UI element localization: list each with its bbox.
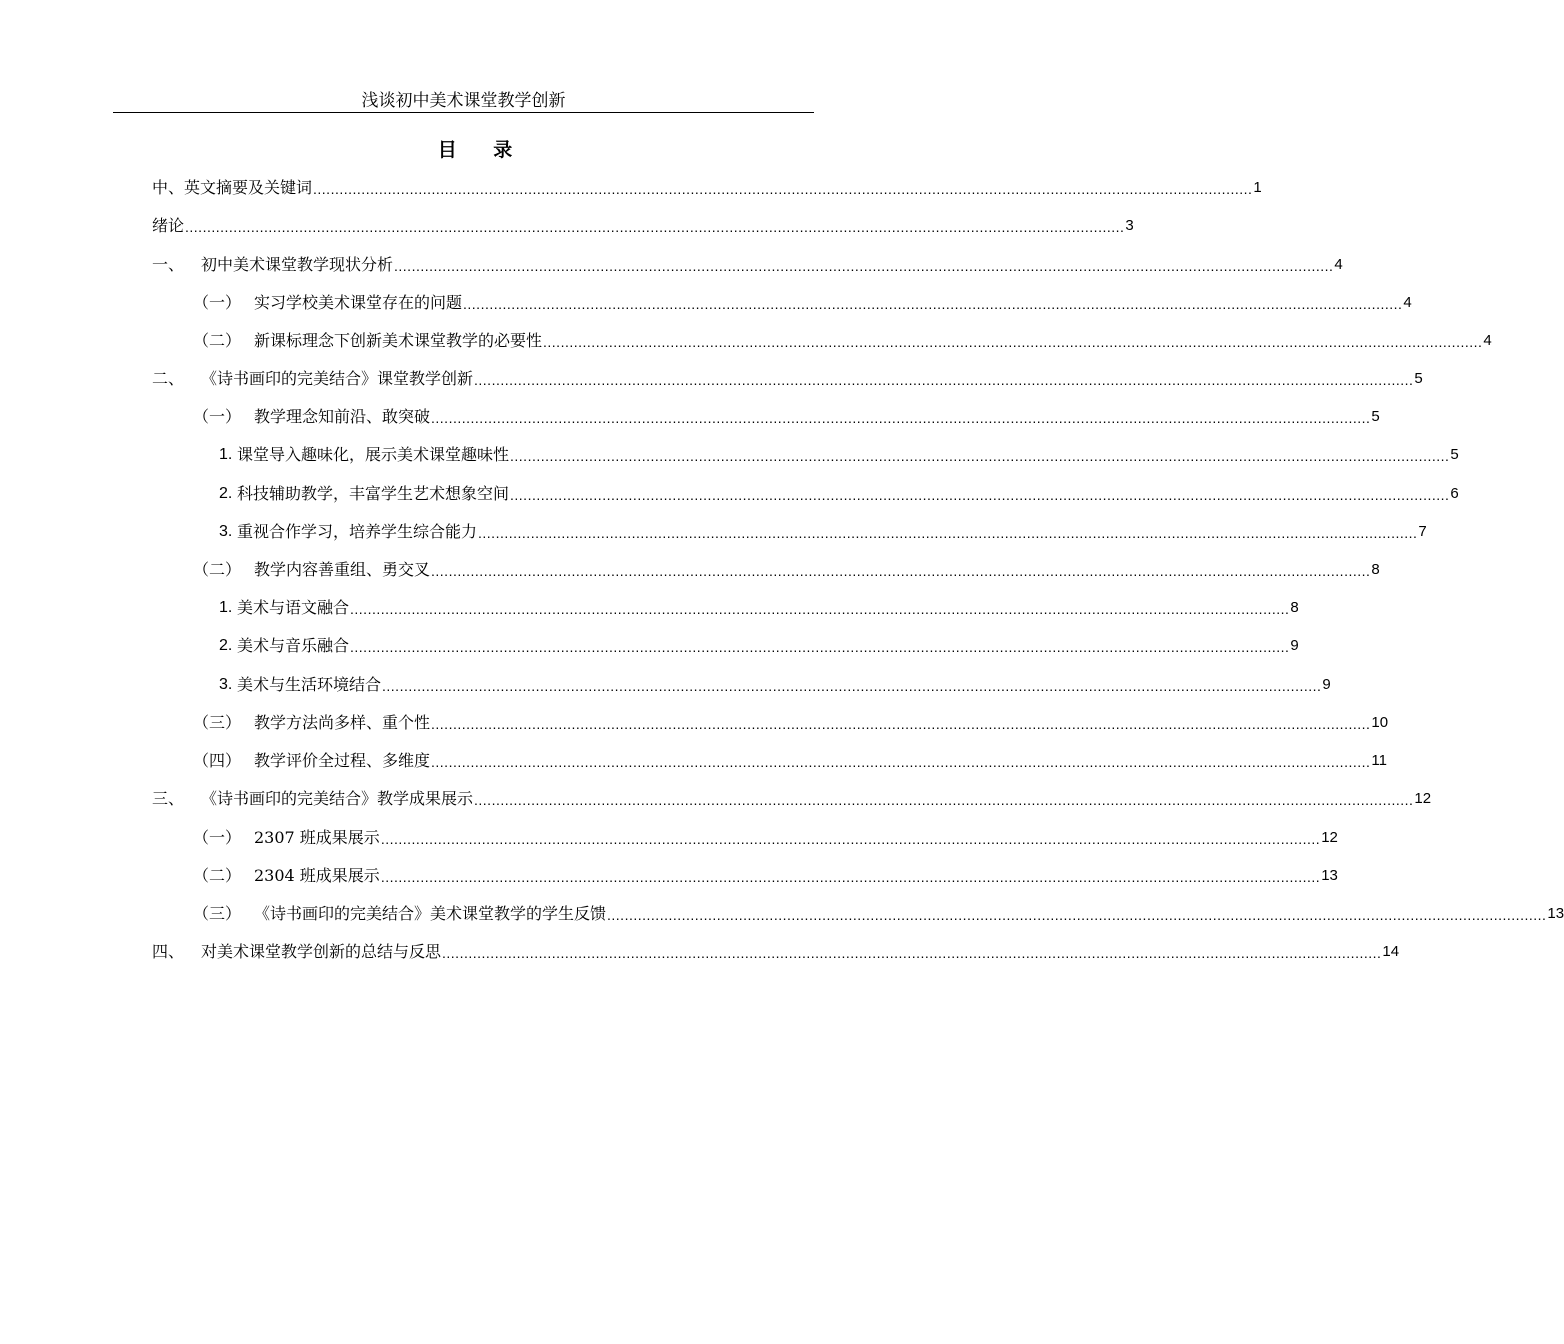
toc-dot-leader: ......................................................................................................................................................................................................................	[510, 448, 1450, 464]
toc-entry-page: 12	[1321, 829, 1338, 846]
toc-entry[interactable]	[219, 479, 1459, 505]
toc-entry[interactable]	[152, 784, 1432, 810]
toc-dot-leader: ......................................................................................................................................................................................................................	[380, 869, 1321, 885]
toc-entry[interactable]	[219, 440, 1459, 466]
toc-entry[interactable]	[152, 364, 1423, 390]
toc-entry[interactable]	[219, 631, 1299, 657]
toc-entry-page: 4	[1403, 294, 1412, 311]
toc-entry-title: 《诗书画印的完美结合》美术课堂教学的学生反馈	[254, 904, 607, 923]
toc-dot-leader: ......................................................................................................................................................................................................................	[380, 831, 1321, 847]
toc-entry-title: 课堂导入趣味化，展示美术课堂趣味性	[237, 445, 510, 464]
toc-entry-page: 8	[1290, 599, 1299, 616]
toc-dot-leader: ......................................................................................................................................................................................................................	[478, 525, 1418, 541]
toc-entry-title: 绪论	[152, 216, 185, 235]
toc-entry-number: 三、	[152, 789, 185, 808]
toc-entry-title: 教学方法尚多样、重个性	[254, 713, 431, 732]
toc-dot-leader: ......................................................................................................................................................................................................................	[431, 410, 1371, 426]
toc-entry-number: 1.	[219, 599, 233, 616]
toc-dot-leader: ......................................................................................................................................................................................................................	[510, 487, 1450, 503]
toc-dot-leader: ......................................................................................................................................................................................................................	[394, 258, 1334, 274]
toc-entry-number: 3.	[219, 676, 233, 693]
toc-entry-number: （一）	[193, 293, 242, 312]
toc-entry[interactable]	[193, 823, 1338, 849]
toc-entry-number: 一、	[152, 255, 185, 274]
toc-entry-number: 2.	[219, 637, 233, 654]
toc-entry-page: 4	[1483, 332, 1492, 349]
toc-heading: 目 录	[437, 139, 528, 161]
toc-entry[interactable]	[193, 402, 1380, 428]
toc-entry-page: 5	[1414, 370, 1423, 387]
toc-dot-leader: ......................................................................................................................................................................................................................	[382, 678, 1322, 694]
toc-entry-title: 科技辅助教学，丰富学生艺术想象空间	[237, 484, 510, 503]
toc-entry-page: 8	[1371, 561, 1380, 578]
toc-entry-title: 2304 班成果展示	[254, 866, 380, 885]
toc-entry-page: 7	[1418, 523, 1427, 540]
toc-entry-title: 中、英文摘要及关键词	[152, 178, 313, 197]
toc-entry-number: （二）	[193, 331, 242, 350]
toc-entry-page: 6	[1450, 485, 1459, 502]
toc-entry-number: （三）	[193, 904, 242, 923]
toc-entry-page: 9	[1290, 637, 1299, 654]
toc-entry-title: 初中美术课堂教学现状分析	[201, 255, 394, 274]
toc-entry-title: 对美术课堂教学创新的总结与反思	[201, 942, 442, 961]
toc-entry[interactable]	[193, 746, 1387, 772]
toc-entry[interactable]	[193, 899, 1564, 925]
toc-entry[interactable]	[193, 861, 1338, 887]
toc-entry-title: 重视合作学习，培养学生综合能力	[237, 522, 478, 541]
toc-entry-title: 实习学校美术课堂存在的问题	[254, 293, 463, 312]
toc-dot-leader: ......................................................................................................................................................................................................................	[350, 639, 1290, 655]
toc-entry[interactable]	[219, 670, 1331, 696]
toc-entry-number: （一）	[193, 828, 242, 847]
toc-entry-page: 9	[1322, 676, 1331, 693]
toc-entry-number: 二、	[152, 369, 185, 388]
toc-entry[interactable]	[152, 211, 1134, 237]
toc-entry-page: 1	[1253, 179, 1262, 196]
toc-entry[interactable]	[152, 250, 1343, 276]
toc-entry-title: 美术与语文融合	[237, 598, 350, 617]
toc-entry[interactable]	[193, 708, 1389, 734]
toc-entry-page: 12	[1414, 790, 1432, 807]
toc-entry-page: 4	[1334, 256, 1343, 273]
toc-dot-leader: ......................................................................................................................................................................................................................	[431, 716, 1371, 732]
toc-entry-number: （二）	[193, 866, 242, 885]
toc-entry-page: 10	[1371, 714, 1389, 731]
toc-entry-number: （四）	[193, 751, 242, 770]
toc-entry-page: 13	[1321, 867, 1338, 884]
toc-entry-number: （二）	[193, 560, 242, 579]
toc-dot-leader: ......................................................................................................................................................................................................................	[474, 792, 1414, 808]
toc-entry[interactable]	[193, 555, 1380, 581]
toc-entry-title: 《诗书画印的完美结合》教学成果展示	[201, 789, 474, 808]
toc-entry-number: （三）	[193, 713, 242, 732]
toc-entry-title: 新课标理念下创新美术课堂教学的必要性	[254, 331, 543, 350]
toc-entry-title: 2307 班成果展示	[254, 828, 380, 847]
toc-entry-number: 3.	[219, 523, 233, 540]
toc-dot-leader: ......................................................................................................................................................................................................................	[185, 219, 1125, 235]
toc-entry-title: 教学内容善重组、勇交叉	[254, 560, 431, 579]
toc-entry-page: 14	[1382, 943, 1400, 960]
toc-dot-leader: ......................................................................................................................................................................................................................	[350, 601, 1290, 617]
toc-dot-leader: ......................................................................................................................................................................................................................	[431, 563, 1371, 579]
toc-entry-number: 四、	[152, 942, 185, 961]
toc-entry[interactable]	[152, 937, 1400, 963]
toc-entry-page: 5	[1371, 408, 1380, 425]
toc-entry-page: 3	[1125, 217, 1134, 234]
toc-entry-title: 教学评价全过程、多维度	[254, 751, 431, 770]
toc-entry[interactable]	[193, 288, 1412, 314]
toc-dot-leader: ......................................................................................................................................................................................................................	[607, 907, 1547, 923]
toc-entry-number: 1.	[219, 446, 233, 463]
toc-dot-leader: ......................................................................................................................................................................................................................	[463, 296, 1403, 312]
toc-dot-leader: ......................................................................................................................................................................................................................	[431, 754, 1371, 770]
toc-dot-leader: ......................................................................................................................................................................................................................	[313, 181, 1253, 197]
toc-entry-title: 美术与生活环境结合	[237, 675, 382, 694]
toc-entry-number: （一）	[193, 407, 242, 426]
toc-entry[interactable]	[219, 517, 1427, 543]
toc-dot-leader: ......................................................................................................................................................................................................................	[474, 372, 1414, 388]
toc-dot-leader: ......................................................................................................................................................................................................................	[543, 334, 1483, 350]
toc-entry[interactable]	[152, 173, 1262, 199]
toc-dot-leader: ......................................................................................................................................................................................................................	[442, 945, 1382, 961]
toc-entry[interactable]	[193, 326, 1492, 352]
toc-entry-page: 5	[1450, 446, 1459, 463]
toc-entry-title: 美术与音乐融合	[237, 636, 350, 655]
toc-entry-title: 《诗书画印的完美结合》课堂教学创新	[201, 369, 474, 388]
toc-entry-page: 11	[1371, 752, 1387, 769]
toc-entry[interactable]	[219, 593, 1299, 619]
toc-entry-title: 教学理念知前沿、敢突破	[254, 407, 431, 426]
document-title: 浅谈初中美术课堂教学创新	[361, 91, 566, 111]
toc-entry-number: 2.	[219, 485, 233, 502]
page-header	[113, 90, 814, 113]
toc-entry-page: 13	[1547, 905, 1564, 922]
